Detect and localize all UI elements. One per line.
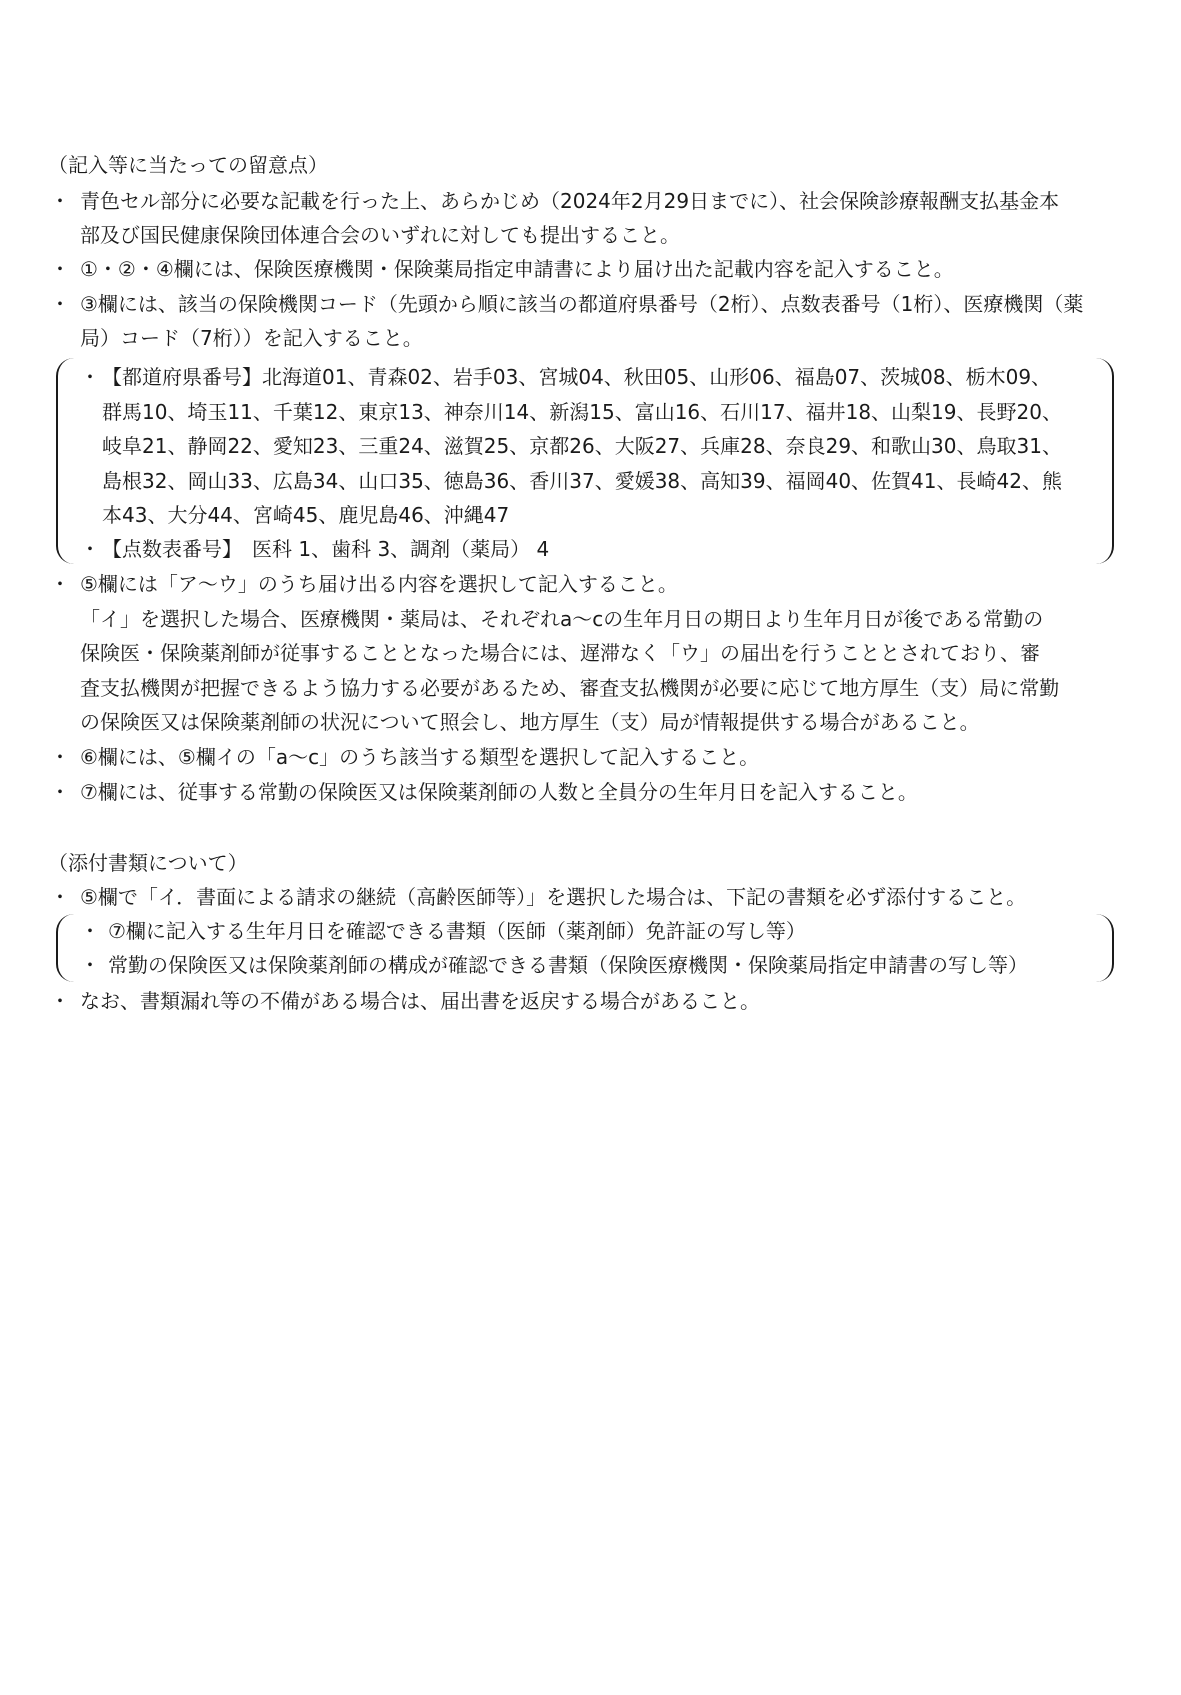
- notes-item-2-line-1: ①・②・④欄には、保険医療機関・保険薬局指定申請書により届け出た記載内容を記入すること。: [80, 257, 954, 281]
- prefecture-codes-line-4: 島根32、岡山33、広島34、山口35、徳島36、香川37、愛媛38、高知39、福岡40、佐賀41、長崎42、熊: [102, 469, 1062, 493]
- bullet-marker: ・: [50, 745, 70, 769]
- score-table-codes: 【点数表番号】 医科 1、歯科 3、調剤（薬局） 4: [102, 537, 550, 561]
- section-title-attachments: （添付書類について）: [48, 851, 248, 875]
- notes-item-4-line-5: の保険医又は保険薬剤師の状況について照会し、地方厚生（支）局が情報提供する場合があること。: [80, 710, 980, 734]
- sub-bullet-marker: ・: [80, 365, 100, 389]
- notes-item-6-line-1: ⑦欄には、従事する常勤の保険医又は保険薬剤師の人数と全員分の生年月日を記入すること。: [80, 780, 918, 804]
- notes-item-3-line-2: 局）コード（7桁））を記入すること。: [80, 326, 423, 350]
- bullet-marker: ・: [50, 292, 70, 316]
- sub-bullet-marker: ・: [80, 537, 100, 561]
- prefecture-codes-line-1: 【都道府県番号】北海道01、青森02、岩手03、宮城04、秋田05、山形06、福島07、茨城08、栃木09、: [102, 365, 1052, 389]
- bullet-marker: ・: [50, 885, 70, 909]
- section-title-notes: （記入等に当たっての留意点）: [48, 153, 328, 177]
- sub-bullet-marker: ・: [80, 919, 100, 943]
- attachment-doc-1: ⑦欄に記入する生年月日を確認できる書類（医師（薬剤師）免許証の写し等）: [108, 919, 806, 943]
- notes-item-3-line-1: ③欄には、該当の保険機関コード（先頭から順に該当の都道府県番号（2桁）、点数表番号（1桁）、医療機関（薬: [80, 292, 1084, 316]
- notes-item-1-line-2: 部及び国民健康保険団体連合会のいずれに対しても提出すること。: [80, 223, 680, 247]
- bullet-marker: ・: [50, 989, 70, 1013]
- attachments-item-1-line-1: ⑤欄で「イ．書面による請求の継続（高齢医師等）」を選択した場合は、下記の書類を必ず添付すること。: [80, 885, 1027, 909]
- bullet-marker: ・: [50, 189, 70, 213]
- notes-item-4-line-4: 査支払機関が把握できるよう協力する必要があるため、審査支払機関が必要に応じて地方厚生（支）局に常勤: [80, 676, 1060, 700]
- prefecture-codes-line-2: 群馬10、埼玉11、千葉12、東京13、神奈川14、新潟15、富山16、石川17、福井18、山梨19、長野20、: [102, 400, 1062, 424]
- sub-bullet-marker: ・: [80, 953, 100, 977]
- bullet-marker: ・: [50, 257, 70, 281]
- attachments-item-2-line-1: なお、書類漏れ等の不備がある場合は、届出書を返戻する場合があること。: [80, 989, 760, 1013]
- prefecture-codes-line-5: 本43、大分44、宮崎45、鹿児島46、沖縄47: [102, 503, 510, 527]
- prefecture-codes-line-3: 岐阜21、静岡22、愛知23、三重24、滋賀25、京都26、大阪27、兵庫28、奈良29、和歌山30、鳥取31、: [102, 434, 1062, 458]
- attachment-doc-2: 常勤の保険医又は保険薬剤師の構成が確認できる書類（保険医療機関・保険薬局指定申請書の写し等）: [108, 953, 1028, 977]
- notes-item-4-line-3: 保険医・保険薬剤師が従事することとなった場合には、遅滞なく「ウ」の届出を行うこととされており、審: [80, 641, 1040, 665]
- notes-item-5-line-1: ⑥欄には、⑤欄イの「a～c」のうち該当する類型を選択して記入すること。: [80, 745, 760, 769]
- notes-item-4-line-1: ⑤欄には「ア～ウ」のうち届け出る内容を選択して記入すること。: [80, 572, 678, 596]
- notes-item-4-line-2: 「イ」を選択した場合、医療機関・薬局は、それぞれa～cの生年月日の期日より生年月日が後である常勤の: [80, 607, 1044, 631]
- bullet-marker: ・: [50, 572, 70, 596]
- bullet-marker: ・: [50, 780, 70, 804]
- notes-item-1-line-1: 青色セル部分に必要な記載を行った上、あらかじめ（2024年2月29日までに）、社会保険診療報酬支払基金本: [80, 189, 1060, 213]
